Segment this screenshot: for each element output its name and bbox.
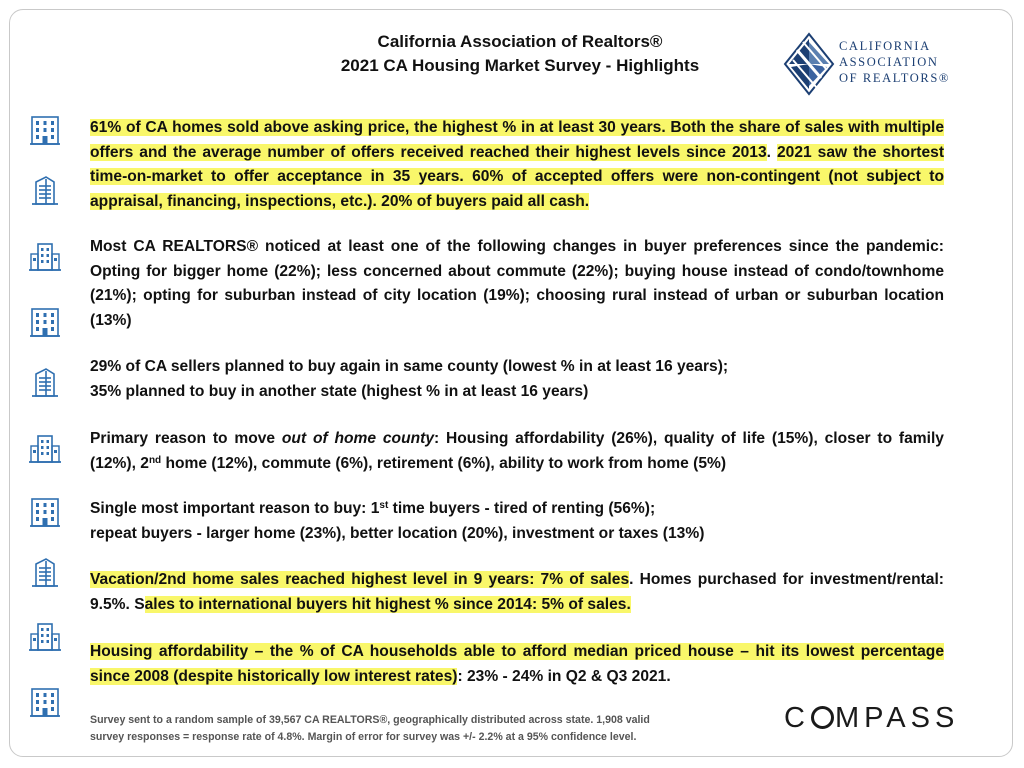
page-title (250, 30, 790, 78)
bullet-reason-to-buy-line-1 (90, 497, 944, 522)
bullet-reason-to-move (90, 427, 944, 476)
plain-text: home (12%), commute (6%), retirement (6%), ability to work from home (5%) (161, 454, 727, 472)
superscript: st (379, 500, 389, 511)
bullet-reason-to-buy-line-2: repeat buyers - larger home (23%), better location (20%), investment or taxes (13%) (90, 524, 705, 542)
compass-logo (784, 702, 959, 735)
car-logo-line-2: ASSOCIATION (839, 55, 939, 69)
title-line-2: 2021 CA Housing Market Survey - Highlights (340, 56, 700, 75)
bullet-buyer-preferences (90, 235, 944, 333)
tall-building-icon (28, 366, 62, 398)
apartment-building-icon (28, 306, 62, 338)
bullet-sellers-line-2: 35% planned to buy in another state (highest % in at least 16 years) (90, 382, 589, 400)
apartment-building-icon (28, 686, 62, 718)
footnote-line-1: Survey sent to a random sample of 39,567 CA REALTORS®, geographically distributed across state. 1,908 valid (90, 714, 650, 726)
car-logo-text (839, 38, 950, 86)
bullet-above-asking (90, 116, 944, 214)
bullet-vacation-homes (90, 568, 944, 617)
bullet-buyer-preferences-text: Most CA REALTORS® noticed at least one of the following changes in buyer preferences since the pandemic: Opting for bigger home (22%); less concerned about commute (22%); buying house instead of condo/townhome (21%); opting for suburban instead of city location (19%); choosing rural instead of urban or suburban location (13%) (90, 238, 944, 329)
plain-text: : 23% - 24% in Q2 & Q3 2021. (457, 667, 671, 685)
bullet-reason-to-move-text (90, 427, 944, 476)
emphasis-text: out of home county (281, 430, 434, 447)
title-line-1: California Association of Realtors® (377, 32, 663, 51)
office-building-icon (28, 240, 62, 272)
bullet-sellers-line-1: 29% of CA sellers planned to buy again in same county (lowest % in at least 16 years); (90, 358, 729, 375)
office-building-icon (28, 620, 62, 652)
office-building-icon (28, 432, 62, 464)
footnote-line-2: survey responses = response rate of 4.8%. Margin of error for survey was +/- 2.2% at a 95% confidence level. (90, 731, 637, 743)
compass-logo-rest: MPASS (834, 702, 960, 734)
car-emblem-icon (783, 30, 835, 98)
survey-footnote (90, 712, 750, 746)
superscript: nd (148, 454, 162, 466)
plain-text: : Housing affordability (26%), quality of life (15%), closer to family (12%), 2 (90, 430, 944, 472)
bullet-affordability-text (90, 640, 944, 689)
bullet-reason-to-buy (90, 497, 944, 546)
highlight-text: ales to international buyers hit highest % since 2014: 5% of sales. (144, 595, 631, 613)
bullet-affordability (90, 640, 944, 689)
car-logo-line-1: CALIFORNIA (839, 39, 931, 53)
highlight-text: Vacation/2nd home sales reached highest level in 9 years: 7% of sales (90, 571, 630, 588)
highlight-text: Housing affordability – the % of CA households able to afford median priced house – hit its lowest percentage since 2008 (despite historically low interest rates) (90, 643, 944, 685)
tall-building-icon (28, 174, 62, 206)
car-logo-line-3: OF REALTORS® (839, 71, 951, 85)
highlight-text: 61% of CA homes sold above asking price, the highest % in at least 30 years. Both the share of sales with multiple offers and the average number of offers received reached their highest levels since 2013 (90, 119, 944, 161)
plain-text: . (766, 143, 777, 161)
apartment-building-icon (28, 496, 62, 528)
bullet-sellers-plans (90, 355, 944, 404)
apartment-building-icon (28, 114, 62, 146)
bullet-above-asking-text (90, 116, 944, 214)
compass-logo-c: C (784, 702, 810, 734)
tall-building-icon (28, 556, 62, 588)
compass-o-icon (811, 706, 834, 729)
plain-text: Primary reason to move (90, 430, 282, 447)
plain-text: . Homes purchased for investment/rental: 9.5%. S (90, 571, 945, 613)
car-logo (783, 30, 953, 100)
plain-text: time buyers - tired of renting (56%); (388, 500, 656, 517)
highlight-text: 2021 saw the shortest time-on-market to offer acceptance in 35 years. 60% of accepted offers were non-contingent (not subject to appraisal, financing, inspections, etc.). 20% of buyers paid all cash. (90, 143, 945, 210)
bullet-vacation-homes-text (90, 568, 944, 617)
plain-text: Single most important reason to buy: 1 (90, 500, 380, 517)
